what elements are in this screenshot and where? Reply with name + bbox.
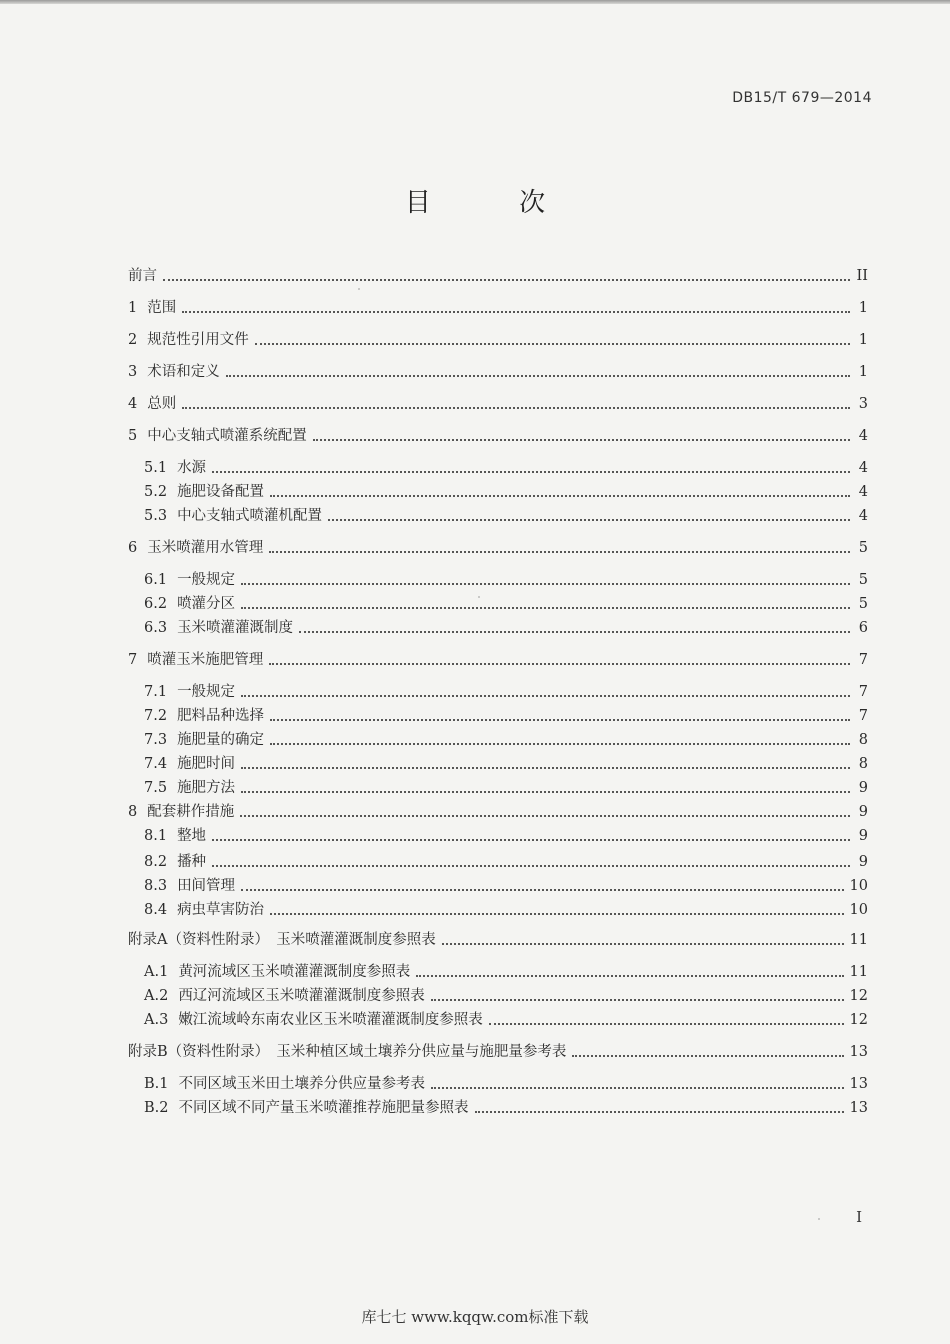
scan-top-edge: [0, 0, 950, 4]
toc-leader-dots: [163, 278, 850, 281]
toc-entry-number: 2: [128, 332, 138, 348]
toc-entry-label: 西辽河流域区玉米喷灌灌溉制度参照表: [178, 988, 425, 1004]
toc-entry-number: 8.2: [144, 854, 168, 870]
toc-entry-number: 5.1: [144, 460, 168, 476]
toc-entry-number: 8.1: [144, 828, 168, 844]
toc-entry-page: 10: [849, 878, 868, 894]
toc-entry-number: 7.3: [144, 732, 168, 748]
toc-entry-label: 田间管理: [177, 878, 236, 894]
toc-entry-number: 8: [128, 804, 138, 820]
toc-leader-dots: [299, 630, 850, 633]
toc-leader-dots: [212, 864, 850, 867]
toc-entry-page: 9: [858, 804, 868, 820]
toc-leader-dots: [269, 662, 850, 665]
toc-leader-dots: [182, 406, 850, 409]
footer-watermark: 库七七 www.kqqw.com标准下载: [361, 1308, 589, 1326]
toc-entry-number: 6: [128, 540, 138, 556]
toc-entry: [144, 566, 868, 590]
toc-leader-dots: [241, 606, 850, 609]
toc-entry: [144, 958, 868, 982]
toc-entry: [128, 358, 868, 382]
toc-leader-dots: [489, 1022, 844, 1025]
toc-entry-page: II: [856, 268, 868, 284]
toc-entry: [128, 326, 868, 350]
toc-entry-number: 7: [128, 652, 138, 668]
toc-entry-label: 中心支轴式喷灌系统配置: [147, 428, 307, 444]
toc-entry-page: 1: [858, 300, 868, 316]
toc-entry: [128, 798, 868, 822]
toc-entry: [144, 848, 868, 872]
toc-entry-label: 不同区域玉米田土壤养分供应量参考表: [178, 1076, 425, 1092]
toc-entry-page: 7: [858, 652, 868, 668]
page-number: I: [856, 1208, 862, 1226]
toc-leader-dots: [241, 766, 850, 769]
toc-entry-page: 10: [849, 902, 868, 918]
toc-entry-label: 施肥设备配置: [177, 484, 265, 500]
toc-entry: [144, 982, 868, 1006]
toc-entry-page: 9: [858, 828, 868, 844]
toc-leader-dots: [226, 374, 850, 377]
toc-entry-page: 4: [858, 428, 868, 444]
toc-entry: [144, 1094, 868, 1118]
toc-entry-page: 6: [858, 620, 868, 636]
toc-entry-number: 6.3: [144, 620, 168, 636]
toc-entry-number: 8.3: [144, 878, 168, 894]
toc-entry: [128, 294, 868, 318]
toc-entry: [128, 262, 868, 286]
toc-entry-label: 喷灌玉米施肥管理: [147, 652, 264, 668]
toc-entry-label: 玉米喷灌灌溉制度: [177, 620, 294, 636]
toc-entry-label: 附录A（资料性附录） 玉米喷灌灌溉制度参照表: [128, 932, 436, 948]
toc-entry-number: 3: [128, 364, 138, 380]
toc-entry-page: 1: [858, 364, 868, 380]
toc-entry-page: 13: [849, 1044, 868, 1060]
toc-entry-page: 5: [858, 540, 868, 556]
toc-entry-page: 12: [849, 988, 868, 1004]
toc-entry-label: 整地: [177, 828, 207, 844]
toc-leader-dots: [270, 912, 843, 915]
toc-entry: [128, 1038, 868, 1062]
toc-entry-label: 水源: [177, 460, 207, 476]
toc-entry-page: 9: [858, 854, 868, 870]
page-title: 目 次: [404, 188, 586, 218]
toc-entry-number: 5.3: [144, 508, 168, 524]
toc-leader-dots: [572, 1054, 843, 1057]
toc-entry-page: 8: [858, 732, 868, 748]
toc-entry: [144, 774, 868, 798]
toc-entry: [144, 896, 868, 920]
toc-entry-page: 4: [858, 460, 868, 476]
toc-entry: [144, 454, 868, 478]
toc-leader-dots: [182, 310, 850, 313]
toc-entry: [144, 1070, 868, 1094]
toc-entry: [144, 822, 868, 846]
toc-entry-number: 7.1: [144, 684, 168, 700]
toc-entry-label: 一般规定: [177, 684, 236, 700]
toc-leader-dots: [442, 942, 844, 945]
toc-entry: [128, 646, 868, 670]
scan-speck: [478, 596, 480, 598]
toc-entry-label: 配套耕作措施: [147, 804, 235, 820]
toc-leader-dots: [241, 888, 843, 891]
toc-entry-number: 8.4: [144, 902, 168, 918]
toc-entry-number: 5.2: [144, 484, 168, 500]
toc-entry-label: 施肥时间: [177, 756, 236, 772]
toc-entry-page: 7: [858, 708, 868, 724]
toc-leader-dots: [328, 518, 850, 521]
toc-entry: [128, 422, 868, 446]
toc-leader-dots: [241, 790, 850, 793]
toc-leader-dots: [270, 494, 850, 497]
toc-entry-label: 施肥方法: [177, 780, 236, 796]
toc-entry-label: 喷灌分区: [177, 596, 236, 612]
toc-entry-number: 6.1: [144, 572, 168, 588]
scan-speck: [358, 288, 360, 290]
toc-entry-label: 黄河流域区玉米喷灌灌溉制度参照表: [178, 964, 411, 980]
toc-entry-label: 术语和定义: [147, 364, 220, 380]
toc-entry-label: 一般规定: [177, 572, 236, 588]
toc-entry-number: 7.2: [144, 708, 168, 724]
toc-entry-page: 5: [858, 572, 868, 588]
toc-leader-dots: [269, 550, 850, 553]
toc-entry-number: 1: [128, 300, 138, 316]
toc-leader-dots: [270, 718, 850, 721]
toc-entry-label: 前言: [128, 268, 157, 284]
toc-entry: [144, 750, 868, 774]
toc-entry-page: 4: [858, 484, 868, 500]
toc-leader-dots: [212, 838, 850, 841]
toc-leader-dots: [416, 974, 843, 977]
toc-entry-number: 6.2: [144, 596, 168, 612]
toc-entry-number: 5: [128, 428, 138, 444]
toc-entry-number: B.1: [144, 1076, 169, 1092]
toc-entry: [144, 1006, 868, 1030]
toc-entry-page: 12: [849, 1012, 868, 1028]
toc-entry: [144, 702, 868, 726]
toc-entry-label: 玉米喷灌用水管理: [147, 540, 264, 556]
toc-entry-number: 7.5: [144, 780, 168, 796]
toc-entry: [144, 872, 868, 896]
toc-entry-page: 4: [858, 508, 868, 524]
toc-entry-label: 范围: [147, 300, 177, 316]
toc-entry: [128, 390, 868, 414]
toc-entry-number: B.2: [144, 1100, 169, 1116]
toc-entry-page: 1: [858, 332, 868, 348]
toc-entry-page: 8: [858, 756, 868, 772]
toc-entry-label: 规范性引用文件: [147, 332, 249, 348]
toc-leader-dots: [313, 438, 850, 441]
toc-entry-label: 嫩江流域岭东南农业区玉米喷灌灌溉制度参照表: [178, 1012, 483, 1028]
toc-leader-dots: [475, 1110, 844, 1113]
toc-entry: [128, 926, 868, 950]
toc-entry-page: 5: [858, 596, 868, 612]
toc-entry-page: 11: [849, 964, 868, 980]
toc-leader-dots: [241, 582, 850, 585]
toc-entry-page: 13: [849, 1076, 868, 1092]
toc-entry-number: A.1: [144, 964, 169, 980]
toc-entry-number: 7.4: [144, 756, 168, 772]
toc-entry-page: 9: [858, 780, 868, 796]
toc-entry-label: 施肥量的确定: [177, 732, 265, 748]
toc-entry-label: 不同区域不同产量玉米喷灌推荐施肥量参照表: [178, 1100, 469, 1116]
toc-entry-number: A.3: [144, 1012, 169, 1028]
toc-entry-label: 肥料品种选择: [177, 708, 265, 724]
scan-speck: [818, 1218, 820, 1220]
toc-leader-dots: [255, 342, 850, 345]
document-code: DB15/T 679—2014: [732, 90, 872, 106]
toc-entry-page: 3: [858, 396, 868, 412]
toc-entry: [144, 614, 868, 638]
toc-leader-dots: [431, 1086, 844, 1089]
toc-leader-dots: [240, 814, 850, 817]
toc-entry: [144, 502, 868, 526]
toc-entry-number: A.2: [144, 988, 169, 1004]
toc-entry-page: 11: [849, 932, 868, 948]
toc-leader-dots: [431, 998, 844, 1001]
toc-entry-label: 病虫草害防治: [177, 902, 265, 918]
toc-entry-label: 中心支轴式喷灌机配置: [177, 508, 323, 524]
toc-entry-number: 4: [128, 396, 138, 412]
toc-entry: [128, 534, 868, 558]
toc-entry: [144, 678, 868, 702]
toc-entry: [144, 478, 868, 502]
toc-entry-label: 附录B（资料性附录） 玉米种植区域土壤养分供应量与施肥量参考表: [128, 1044, 567, 1060]
toc-leader-dots: [212, 470, 850, 473]
toc-entry-label: 播种: [177, 854, 207, 870]
toc-leader-dots: [270, 742, 850, 745]
toc-entry-page: 7: [858, 684, 868, 700]
toc-entry-label: 总则: [147, 396, 177, 412]
toc-leader-dots: [241, 694, 850, 697]
toc-entry: [144, 726, 868, 750]
toc-entry: [144, 590, 868, 614]
toc-entry-page: 13: [849, 1100, 868, 1116]
